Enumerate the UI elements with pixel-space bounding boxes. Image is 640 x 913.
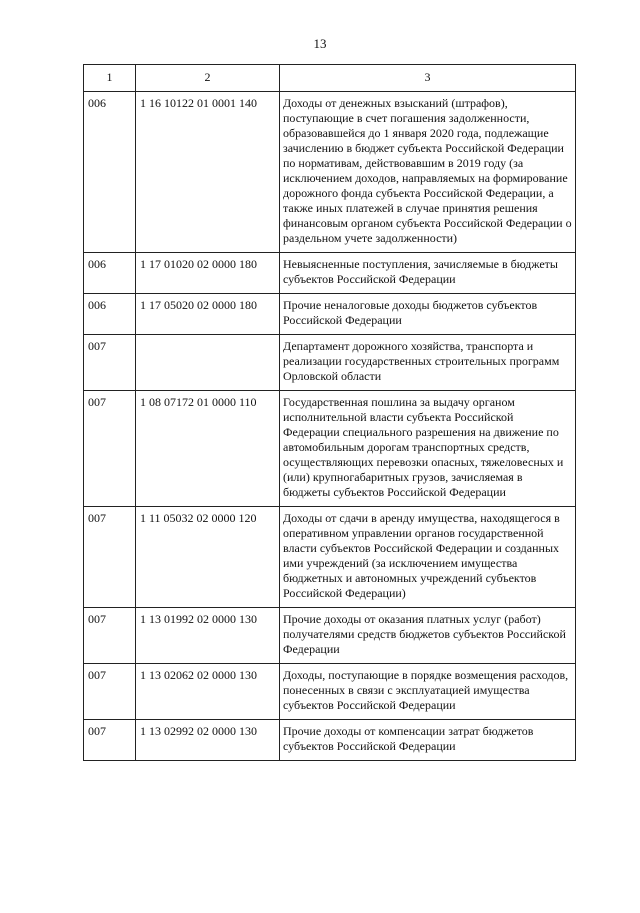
admin-code-cell: 007 [84, 608, 136, 664]
admin-code-cell: 006 [84, 253, 136, 294]
revenue-name-cell: Прочие неналоговые доходы бюджетов субъектов Российской Федерации [280, 294, 576, 335]
table-header [84, 65, 576, 92]
admin-code-cell: 006 [84, 92, 136, 253]
department-name-cell: Департамент дорожного хозяйства, транспорта и реализации государственных строительных программ Орловской области [280, 335, 576, 391]
admin-code-cell: 007 [84, 391, 136, 507]
admin-code-cell: 007 [84, 664, 136, 720]
budget-code-cell: 1 13 02062 02 0000 130 [136, 664, 280, 720]
table-row [84, 335, 576, 391]
table-header-row [84, 65, 576, 92]
page-number: 13 [313, 36, 327, 51]
revenue-name-cell: Прочие доходы от оказания платных услуг (работ) получателями средств бюджетов субъектов Российской Федерации [280, 608, 576, 664]
header-col-3: 3 [280, 65, 576, 92]
budget-code-cell: 1 17 01020 02 0000 180 [136, 253, 280, 294]
table-row [84, 253, 576, 294]
budget-code-cell: 1 16 10122 01 0001 140 [136, 92, 280, 253]
table-row [84, 92, 576, 253]
header-col-2: 2 [136, 65, 280, 92]
table-row [84, 608, 576, 664]
table-row [84, 294, 576, 335]
admin-code-cell: 007 [84, 507, 136, 608]
revenue-name-cell: Невыясненные поступления, зачисляемые в бюджеты субъектов Российской Федерации [280, 253, 576, 294]
admin-code-cell: 007 [84, 335, 136, 391]
budget-code-cell: 1 13 01992 02 0000 130 [136, 608, 280, 664]
revenue-name-cell: Государственная пошлина за выдачу органом исполнительной власти субъекта Российской Федерации специального разрешения на движение по автомобильным дорогам транспортных средств, осуществляющих перевозки опасных, тяжеловесных и (или) крупногабаритных грузов, зачисляемая в бюджеты субъектов Российской Федерации [280, 391, 576, 507]
admin-code-cell: 007 [84, 720, 136, 761]
budget-code-cell: 1 13 02992 02 0000 130 [136, 720, 280, 761]
budget-code-cell: 1 11 05032 02 0000 120 [136, 507, 280, 608]
budget-code-cell: 1 17 05020 02 0000 180 [136, 294, 280, 335]
table-row [84, 507, 576, 608]
header-col-1: 1 [84, 65, 136, 92]
table-row [84, 664, 576, 720]
table-row [84, 391, 576, 507]
budget-code-cell: 1 08 07172 01 0000 110 [136, 391, 280, 507]
revenue-name-cell: Прочие доходы от компенсации затрат бюджетов субъектов Российской Федерации [280, 720, 576, 761]
table-body [84, 92, 576, 761]
revenue-name-cell: Доходы от сдачи в аренду имущества, находящегося в оперативном управлении органов государственной власти субъектов Российской Федерации и созданных ими учреждений (за исключением имущества бюджетных и автономных учреждений субъектов Российской Федерации) [280, 507, 576, 608]
revenue-classification-table [83, 64, 576, 761]
revenue-name-cell: Доходы, поступающие в порядке возмещения расходов, понесенных в связи с эксплуатацией имущества субъектов Российской Федерации [280, 664, 576, 720]
table-row [84, 720, 576, 761]
budget-code-cell [136, 335, 280, 391]
admin-code-cell: 006 [84, 294, 136, 335]
revenue-name-cell: Доходы от денежных взысканий (штрафов), поступающие в счет погашения задолженности, образовавшейся до 1 января 2020 года, подлежащие зачислению в бюджет субъекта Российской Федерации по нормативам, действовавшим в 2019 году (за исключением доходов, направляемых на формирование дорожного фонда субъекта Российской Федерации, а также иных платежей в случае принятия решения финансовым органом субъекта Российской Федерации о раздельном учете задолженности) [280, 92, 576, 253]
